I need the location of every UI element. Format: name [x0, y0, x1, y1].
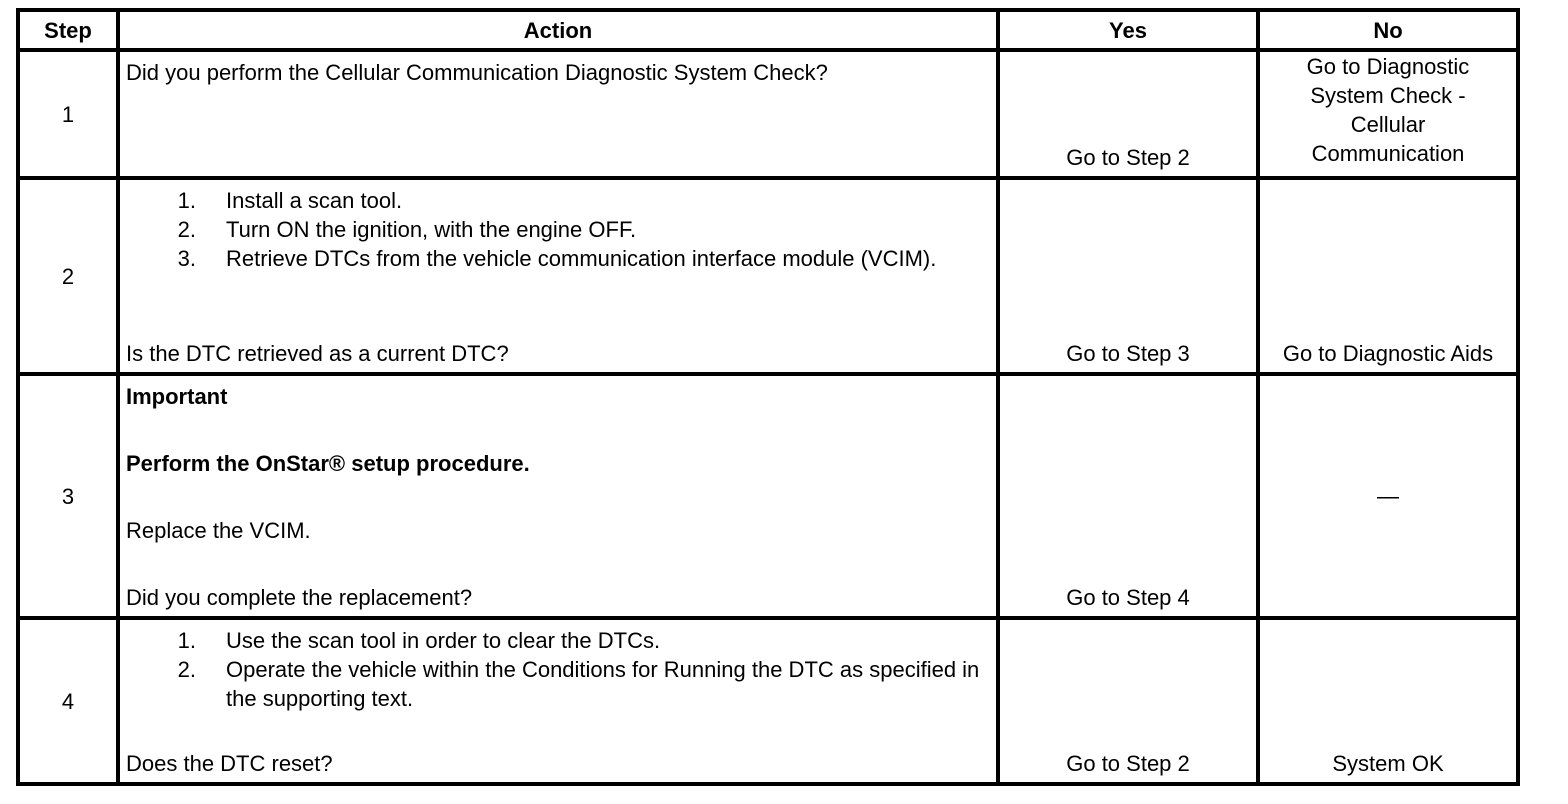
yes-link[interactable]: Go to Step 3 [1066, 341, 1190, 366]
table-row [18, 618, 1518, 784]
step-number: 4 [18, 618, 118, 784]
list-item: 2. Turn ON the ignition, with the engine OFF. [177, 217, 637, 242]
header-no: No [1258, 10, 1518, 50]
yes-link[interactable]: Go to Step 2 [1066, 145, 1190, 170]
yes-cell [998, 374, 1258, 618]
no-link-line: Communication [1311, 141, 1465, 166]
action-instruction: Replace the VCIM. [126, 518, 311, 543]
yes-link[interactable]: Go to Step 4 [1066, 585, 1190, 610]
yes-cell [998, 178, 1258, 374]
table-row [18, 178, 1518, 374]
table-row [18, 50, 1518, 178]
action-cell [118, 178, 998, 374]
action-cell [118, 50, 998, 178]
action-list [126, 186, 990, 273]
action-question: Did you perform the Cellular Communication Diagnostic System Check? [126, 60, 828, 85]
no-dash: — [1377, 483, 1399, 509]
step-number: 2 [18, 178, 118, 374]
no-link[interactable]: Go to Diagnostic Aids [1282, 341, 1494, 366]
header-yes: Yes [998, 10, 1258, 50]
list-item: 1. Install a scan tool. [177, 188, 403, 213]
action-cell [118, 618, 998, 784]
action-question: Did you complete the replacement? [126, 585, 473, 610]
header-action: Action [118, 10, 998, 50]
action-question: Does the DTC reset? [126, 751, 333, 776]
no-link-line: Cellular [1350, 112, 1426, 137]
no-link-line: System Check - [1310, 83, 1466, 108]
action-question: Is the DTC retrieved as a current DTC? [126, 341, 509, 366]
header-step: Step [18, 10, 118, 50]
header-row [18, 10, 1518, 50]
no-cell [1258, 618, 1518, 784]
list-item: 3. Retrieve DTCs from the vehicle communication interface module (VCIM). [177, 246, 937, 271]
no-link-line: Go to Diagnostic [1306, 54, 1470, 79]
important-text: Perform the OnStar® setup procedure. [126, 451, 530, 476]
step-number: 1 [18, 50, 118, 178]
no-link[interactable]: System OK [1332, 751, 1444, 776]
list-item: 1. Use the scan tool in order to clear the DTCs. [177, 628, 661, 653]
no-cell [1258, 50, 1518, 178]
diagnostic-table [16, 8, 1520, 786]
yes-cell [998, 50, 1258, 178]
yes-link[interactable]: Go to Step 2 [1066, 751, 1190, 776]
yes-cell [998, 618, 1258, 784]
step-number: 3 [18, 374, 118, 618]
action-list [126, 626, 990, 713]
list-item: 2. Operate the vehicle within the Conditions for Running the DTC as specified in the supporting text. [177, 657, 980, 711]
important-label: Important [126, 384, 228, 409]
table-row [18, 374, 1518, 618]
action-cell [118, 374, 998, 618]
no-link[interactable] [1260, 52, 1516, 168]
no-cell [1258, 374, 1518, 618]
no-cell [1258, 178, 1518, 374]
